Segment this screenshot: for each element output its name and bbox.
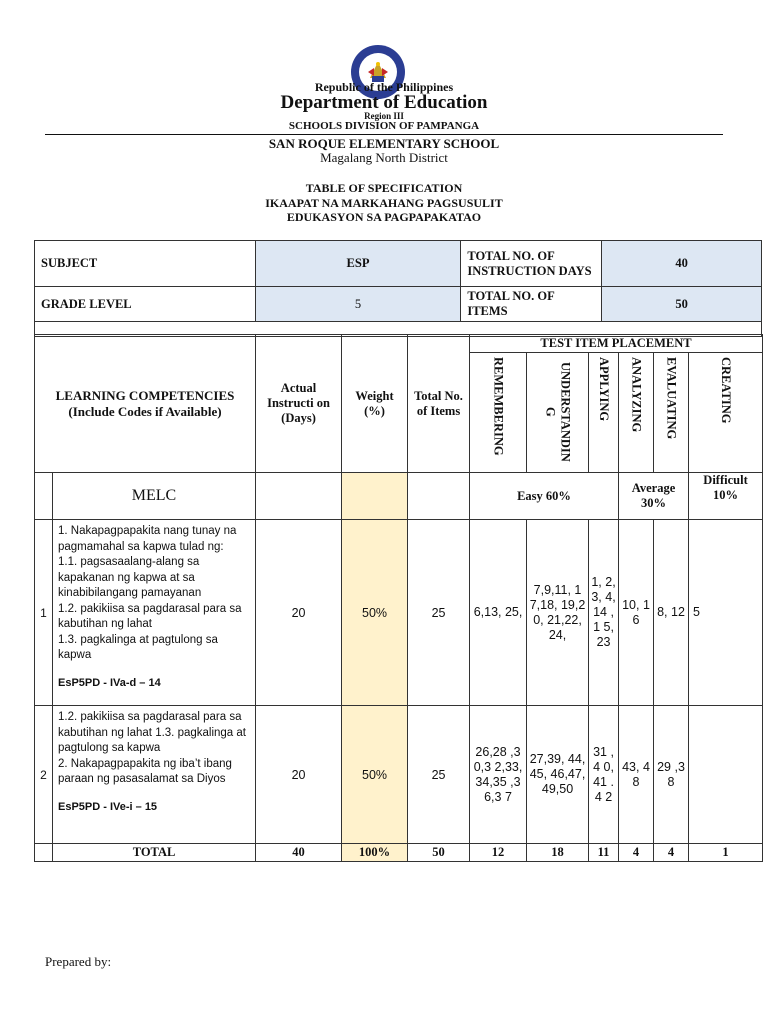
total-analyzing: 4 xyxy=(619,844,654,862)
document-title: TABLE OF SPECIFICATION xyxy=(305,181,463,195)
applying-items: 31 ,4 0, 41 .4 2 xyxy=(589,706,619,844)
competency-line: 1.2. pakikiisa sa pagdarasal para sa kabutihan ng lahat 1.3. pagkalinga at pagtulong sa kapwa xyxy=(58,711,246,754)
total-evaluating: 4 xyxy=(654,844,689,862)
republic-label: Republic of the Philippines xyxy=(314,80,454,94)
total-items-header: Total No. of Items xyxy=(408,335,470,473)
prepared-by-label: Prepared by: xyxy=(45,954,112,969)
melc-items-cell xyxy=(408,473,470,520)
weight-value: 50% xyxy=(342,520,408,706)
total-remembering: 12 xyxy=(470,844,527,862)
evaluating-header: EVALUATING xyxy=(664,357,679,440)
competency-line: 2. Nakapagpapakita ng iba’t ibang paraan ng pasasalamat sa Diyos xyxy=(58,757,232,785)
understanding-header: UNDERSTANDIN G xyxy=(543,362,573,462)
analyzing-items: 10, 16 xyxy=(619,520,654,706)
melc-days-cell xyxy=(256,473,342,520)
actual-days: 20 xyxy=(256,520,342,706)
competency-line: 1.2. pakikiisa sa pagdarasal para sa kabutihan ng lahat xyxy=(58,602,242,630)
remembering-header: REMEMBERING xyxy=(491,357,506,456)
understanding-items: 7,9,11, 17,18, 19,20, 21,22, 24, xyxy=(527,520,589,706)
remembering-header-cell xyxy=(470,353,527,473)
applying-items: 1, 2, 3, 4, 14 ,1 5, 23 xyxy=(589,520,619,706)
test-item-placement-header: TEST ITEM PLACEMENT xyxy=(470,335,763,353)
total-items: 50 xyxy=(408,844,470,862)
total-creating: 1 xyxy=(689,844,763,862)
creating-header-cell xyxy=(689,353,763,473)
understanding-header-cell xyxy=(527,353,589,473)
division-label: SCHOOLS DIVISION OF PAMPANGA xyxy=(288,120,480,132)
analyzing-header: ANALYZING xyxy=(629,357,644,433)
competency-cell xyxy=(53,520,256,706)
total-label: TOTAL xyxy=(53,844,256,862)
total-items-label: TOTAL NO. OF ITEMS xyxy=(461,287,602,322)
evaluating-items: 8, 12 xyxy=(654,520,689,706)
remembering-items: 6,13, 25, xyxy=(470,520,527,706)
melc-weight-cell xyxy=(342,473,408,520)
competency-line: 1.3. pagkalinga at pagtulong sa kapwa xyxy=(58,633,218,661)
difficult-header: Difficult 10% xyxy=(689,473,763,520)
total-applying: 11 xyxy=(589,844,619,862)
weight-value: 50% xyxy=(342,706,408,844)
creating-items xyxy=(689,706,763,844)
analyzing-items: 43, 48 xyxy=(619,706,654,844)
competency-code: EsP5PD - IVe-i – 15 xyxy=(58,800,158,813)
easy-header: Easy 60% xyxy=(470,473,619,520)
total-items-value: 50 xyxy=(602,287,762,322)
grade-level-value: 5 xyxy=(255,287,461,322)
total-number-cell xyxy=(35,844,53,862)
total-understanding: 18 xyxy=(527,844,589,862)
creating-header: CREATING xyxy=(719,357,734,424)
info-table xyxy=(34,240,762,337)
understanding-items: 27,39, 44,45, 46,47, 49,50 xyxy=(527,706,589,844)
district-name: Magalang North District xyxy=(320,150,448,165)
weight-header: Weight (%) xyxy=(342,335,408,473)
analyzing-header-cell xyxy=(619,353,654,473)
subject-label: SUBJECT xyxy=(35,241,256,287)
item-count: 25 xyxy=(408,706,470,844)
school-name: SAN ROQUE ELEMENTARY SCHOOL xyxy=(268,136,500,151)
document-subtitle: IKAAPAT NA MARKAHANG PAGSUSULIT xyxy=(265,196,503,210)
item-count: 25 xyxy=(408,520,470,706)
evaluating-header-cell xyxy=(654,353,689,473)
creating-items: 5 xyxy=(689,520,763,706)
actual-days-header: Actual Instructi on (Days) xyxy=(256,335,342,473)
applying-header-cell xyxy=(589,353,619,473)
header-divider xyxy=(45,134,723,135)
competencies-header: LEARNING COMPETENCIES (Include Codes if Available) xyxy=(35,335,256,473)
total-days: 40 xyxy=(256,844,342,862)
competency-line: 1.1. pagsasaalang-alang sa kapakanan ng kapwa at sa kinabibilangang pamayanan xyxy=(58,556,202,599)
specification-table xyxy=(34,334,763,862)
grade-level-label: GRADE LEVEL xyxy=(35,287,256,322)
actual-days: 20 xyxy=(256,706,342,844)
total-weight: 100% xyxy=(342,844,408,862)
melc-label: MELC xyxy=(53,473,256,520)
instruction-days-label: TOTAL NO. OF INSTRUCTION DAYS xyxy=(461,241,602,287)
applying-header: APPLYING xyxy=(597,357,612,422)
competency-cell xyxy=(53,706,256,844)
row-number: 1 xyxy=(35,520,53,706)
region-label: Region III xyxy=(364,111,404,121)
evaluating-items: 29 ,3 8 xyxy=(654,706,689,844)
department-title: Department of Education xyxy=(280,92,488,113)
average-header: Average 30% xyxy=(619,473,689,520)
remembering-items: 26,28 ,30,3 2,33, 34,35 ,36,3 7 xyxy=(470,706,527,844)
competency-code: EsP5PD - IVa-d – 14 xyxy=(58,676,161,689)
subject-value: ESP xyxy=(255,241,461,287)
melc-number-cell xyxy=(35,473,53,520)
document-subject-title: EDUKASYON SA PAGPAPAKATAO xyxy=(286,210,482,224)
competency-line: 1. Nakapagpapakita nang tunay na pagmamahal sa kapwa tulad ng: xyxy=(58,525,237,553)
row-number: 2 xyxy=(35,706,53,844)
instruction-days-value: 40 xyxy=(602,241,762,287)
